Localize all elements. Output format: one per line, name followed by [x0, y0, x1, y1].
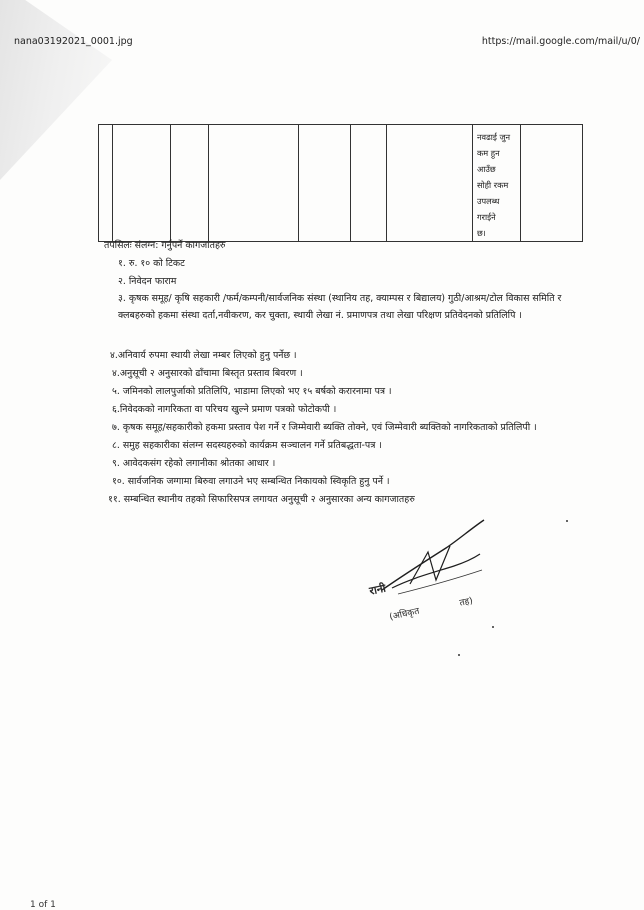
- list-item: ४.अनिवार्य रुपमा स्थायी लेखा नम्बर लिएको हुनु पर्नेछ ।: [110, 350, 297, 361]
- table-cell: [209, 125, 299, 242]
- list-item: ९. आवेदकसंग रहेको लगानीका श्रोतका आधार ।: [112, 458, 276, 469]
- list-item: २. निवेदन फाराम: [118, 276, 177, 287]
- stamp-title: (अधिकृत: [388, 606, 421, 623]
- scan-speck: [566, 520, 568, 522]
- table-cell: [521, 125, 583, 242]
- table-cell: [351, 125, 387, 242]
- table-note-cell: नवढाई जुन कम हुन आउँछ सोही रकम उपलब्ध गराईने छ।: [473, 125, 521, 242]
- table-fragment: [98, 124, 583, 242]
- table-cell: [171, 125, 209, 242]
- list-item: १०. सार्वजनिक जग्गामा बिरुवा लगाउने भए सम्बन्धित निकायको स्विकृति हुनु पर्ने ।: [112, 476, 390, 487]
- list-item: ४.अनुसूची २ अनुसारको ढाँचामा बिस्तृत प्रस्ताव बिवरण ।: [112, 368, 303, 379]
- list-item: ६.निवेदकको नागरिकता वा परिचय खुल्ने प्रमाण पत्रको फोटोकपी ।: [112, 404, 337, 415]
- stamp-name: रानी: [368, 581, 387, 598]
- list-item: ११. सम्बन्धित स्थानीय तहको सिफारिसपत्र लगायत अनुसूची २ अनुसारका अन्य कागजातहरु: [108, 494, 415, 505]
- table-cell: [113, 125, 171, 242]
- list-item: १. रु. १० को टिकट: [118, 258, 185, 269]
- signature-stamp: [362, 518, 492, 628]
- table-cell: [387, 125, 473, 242]
- signature-scribble: [362, 518, 492, 628]
- attachments-heading: तपसिलः संलग्न: गर्नुपर्ने कागजातहरु: [104, 240, 226, 251]
- url-header: https://mail.google.com/mail/u/0/: [481, 36, 640, 47]
- scan-speck: [492, 626, 494, 628]
- table-cell: [99, 125, 113, 242]
- list-item: ८. समुह सहकारीका संलग्न सदस्यहरुको कार्यक्रम सञ्चालन गर्ने प्रतिबद्धता-पत्र ।: [112, 440, 382, 451]
- list-item: ३. कृषक समूह/ कृषि सहकारी /फर्म/कम्पनी/सार्वजनिक संस्था (स्थानिय तह, क्याम्पस र बिद्यालय) गुठी/आश्रम/टोल विकास समिति र क्लबहरुको हकमा संस्था दर्ता,नवीकरण, कर चुक्ता, स्थायी लेखा नं. प्रमाणपत्र तथा लेखा परिक्षण प्रतिवेदनको प्रतिलिपि ।: [118, 293, 562, 321]
- table-cell: [299, 125, 351, 242]
- scan-speck: [458, 654, 460, 656]
- file-name-header: nana03192021_0001.jpg: [14, 36, 133, 47]
- page-count-footer: 1 of 1: [30, 900, 56, 910]
- stamp-level: तह): [458, 596, 474, 609]
- list-item: ७. कृषक समूह/सहकारीको हकमा प्रस्ताव पेश गर्ने र जिम्मेवारी ब्यक्ति तोक्ने, एवं जिम्मेवारी ब्यक्तिको नागरिकताको प्रतिलिपी ।: [112, 422, 537, 433]
- list-item: ५. जमिनको लालपुर्जाको प्रतिलिपि, भाडामा लिएको भए १५ बर्षको करारनामा पत्र ।: [112, 386, 392, 397]
